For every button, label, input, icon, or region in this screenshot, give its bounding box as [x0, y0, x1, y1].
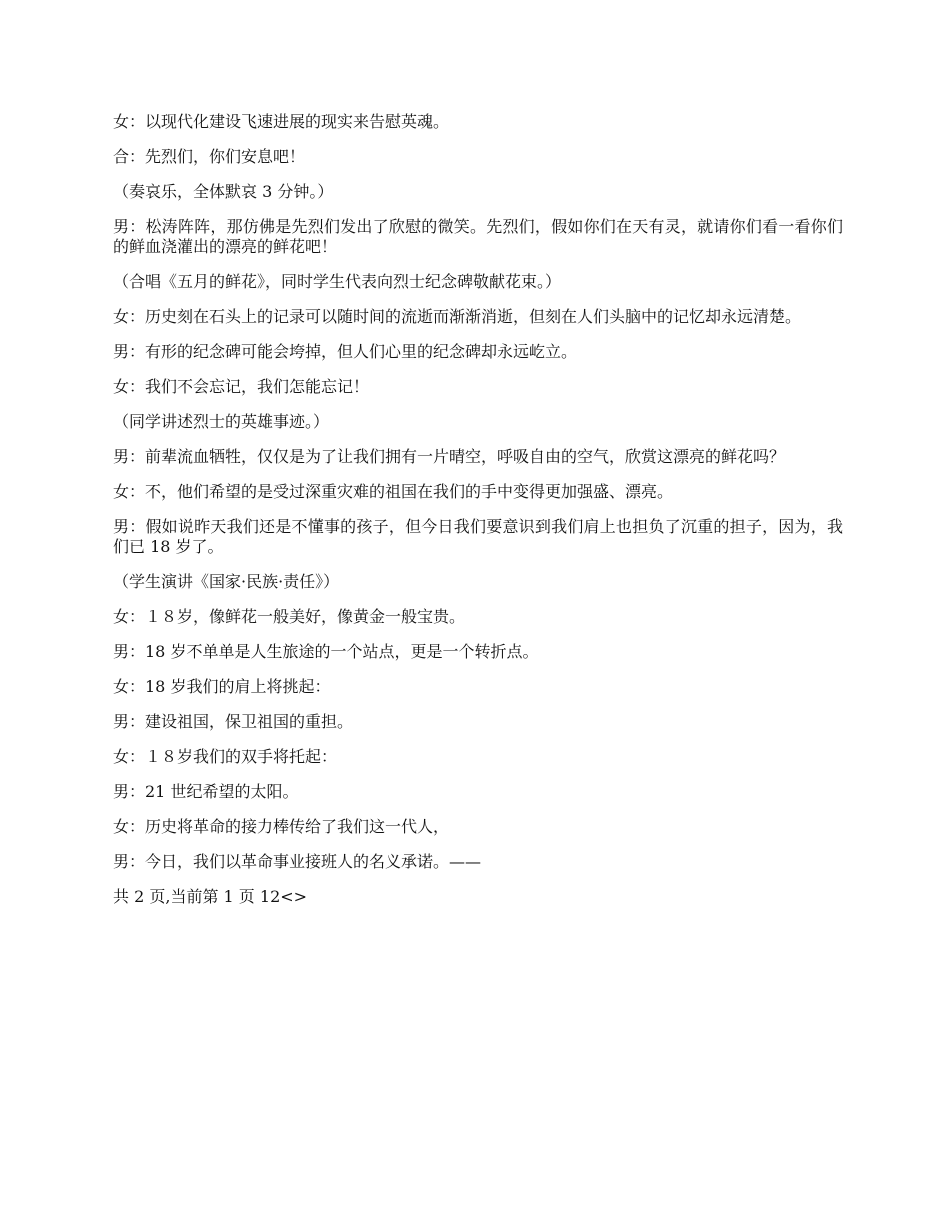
document-page — [113, 112, 843, 907]
paragraph: （奏哀乐，全体默哀 3 分钟。） — [113, 182, 334, 201]
paragraph: 女：以现代化建设飞速进展的现实来告慰英魂。 — [113, 112, 450, 131]
page-1-link[interactable]: 1 — [259, 887, 271, 906]
paragraph: 女：历史刻在石头上的记录可以随时间的流逝而渐渐消逝，但刻在人们头脑中的记忆却永远清楚。 — [113, 307, 802, 326]
paragraph: （同学讲述烈士的英雄事迹。） — [113, 412, 330, 431]
paragraph: 合：先烈们，你们安息吧！ — [113, 147, 306, 166]
paragraph: 男：建设祖国，保卫祖国的重担。 — [113, 712, 354, 731]
paragraph: 男：有形的纪念碑可能会垮掉，但人们心里的纪念碑却永远屹立。 — [113, 342, 578, 361]
paragraph: 男：今日，我们以革命事业接班人的名义承诺。—— — [113, 852, 482, 871]
pagination — [113, 887, 843, 907]
paragraph: 女：18 岁我们的肩上将挑起： — [113, 677, 331, 696]
paragraph: 男：松涛阵阵，那仿佛是先烈们发出了欣慰的微笑。先烈们，假如你们在天有灵，就请你们看一看你们的鲜血浇灌出的漂亮的鲜花吧！ — [113, 217, 843, 256]
paragraph: 女：１８岁，像鲜花一般美好，像黄金一般宝贵。 — [113, 607, 466, 626]
paragraph: 女：我们不会忘记，我们怎能忘记！ — [113, 377, 370, 396]
prev-page-link[interactable]: < — [280, 887, 294, 906]
next-page-link[interactable]: > — [293, 887, 308, 906]
paragraph: 女：历史将革命的接力棒传给了我们这一代人， — [113, 817, 450, 836]
paragraph: 男：21 世纪希望的太阳。 — [113, 782, 299, 801]
paragraph: 男：前辈流血牺牲，仅仅是为了让我们拥有一片晴空，呼吸自由的空气，欣赏这漂亮的鲜花吗？ — [113, 447, 786, 466]
paragraph: （合唱《五月的鲜花》，同时学生代表向烈士纪念碑敬献花束。） — [113, 272, 562, 291]
paragraph: （学生演讲《国家·民族·责任》） — [113, 572, 340, 591]
paragraph: 男：18 岁不单单是人生旅途的一个站点，更是一个转折点。 — [113, 642, 539, 661]
paragraph: 女：１８岁我们的双手将托起： — [113, 747, 338, 766]
paragraph: 女：不，他们希望的是受过深重灾难的祖国在我们的手中变得更加强盛、漂亮。 — [113, 482, 674, 501]
pagination-summary: 共 2 页,当前第 1 页 — [113, 887, 255, 906]
paragraph: 男：假如说昨天我们还是不懂事的孩子，但今日我们要意识到我们肩上也担负了沉重的担子，因为，我们已 18 岁了。 — [113, 517, 843, 556]
page-2-link[interactable]: 2 — [270, 887, 281, 906]
